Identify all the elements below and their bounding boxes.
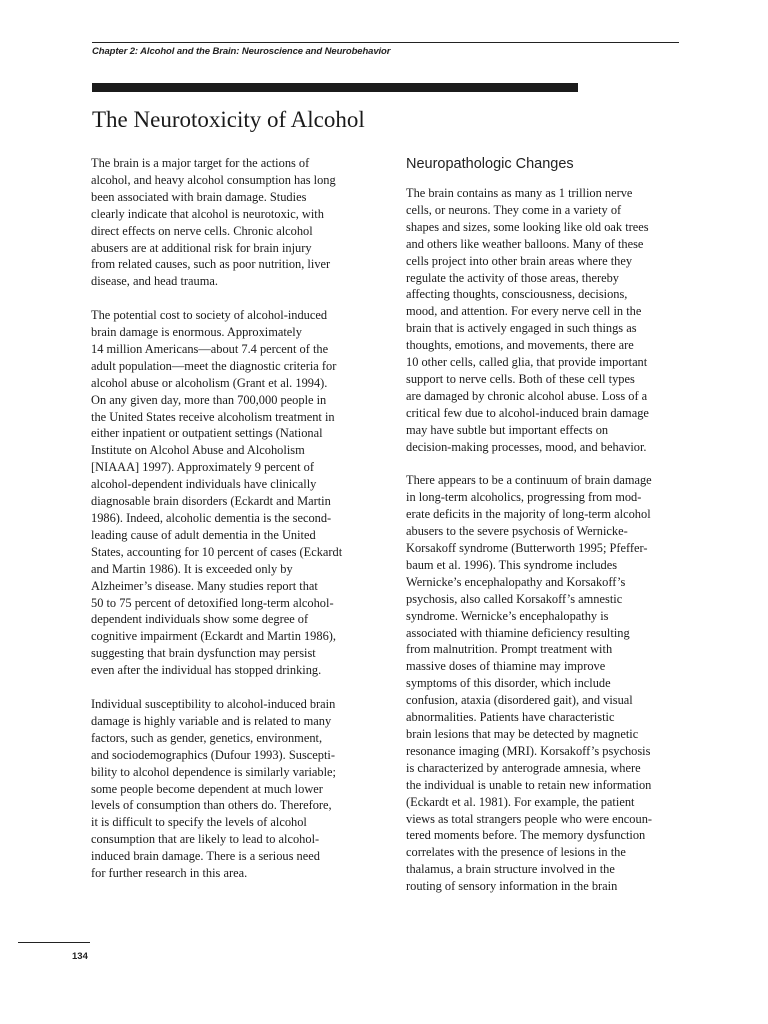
footer-rule — [18, 942, 90, 943]
left-column — [91, 155, 383, 899]
header-rule — [92, 42, 679, 43]
body-paragraph: There appears to be a continuum of brain damage in long-term alcoholics, progressing from mod- erate deficits in the majority of long-term alcohol abusers to the severe psychosis of Wernicke- Korsakoff syndrome (Butterworth 1995; Pfeffer- baum et al. 1996). This syndrome includes Wernicke’s encephalopathy and Korsakoff’s psychosis, also called Korsakoff’s amnestic syndrome. Wernicke’s encephalopathy is associated with thiamine deficiency resulting from malnutrition. Prompt treatment with massive doses of thiamine may improve symptoms of this disorder, which include confusion, ataxia (disordered gait), and visual abnormalities. Patients have characteristic brain lesions that may be detected by magnetic resonance imaging (MRI). Korsakoff’s psychosis is characterized by anterograde amnesia, where the individual is unable to retain new information (Eckardt et al. 1981). For example, the patient views as total strangers people who were encoun- tered moments before. The memory dysfunction correlates with the presence of lesions in the thalamus, a brain structure involved in the routing of sensory information in the brain — [406, 473, 653, 894]
title-bar — [92, 83, 578, 92]
section-heading: Neuropathologic Changes — [406, 156, 574, 172]
body-paragraph: The potential cost to society of alcohol-induced brain damage is enormous. Approximately 14 million Americans—about 7.4 percent of the adult population—meet the diagnostic criteria for alcohol abuse or alcoholism (Grant et al. 1994). On any given day, more than 700,000 people in the United States receive alcoholism treatment in either inpatient or outpatient settings (National Institute on Alcohol Abuse and Alcoholism [NIAAA] 1997). Approximately 9 percent of alcohol-dependent individuals have clinically diagnosable brain disorders (Eckardt and Martin 1986). Indeed, alcoholic dementia is the second- leading cause of adult dementia in the United States, accounting for 10 percent of cases (Eckardt and Martin 1986). It is exceeded only by Alzheimer’s disease. Many studies report that 50 to 75 percent of detoxified long-term alcohol- dependent individuals show some degree of cognitive impairment (Eckardt and Martin 1986), suggesting that brain dysfunction may persist even after the individual has stopped drinking. — [91, 308, 343, 678]
body-paragraph: Individual susceptibility to alcohol-induced brain damage is highly variable and is related to many factors, such as gender, genetics, environment, and sociodemographics (Dufour 1993). Suscepti- bility to alcohol dependence is similarly variable; some people become dependent at much lower levels of consumption than others do. Therefore, it is difficult to specify the levels of alcohol consumption that are likely to lead to alcohol- induced brain damage. There is a serious need for further research in this area. — [91, 696, 336, 881]
page-title: The Neurotoxicity of Alcohol — [92, 107, 365, 132]
right-column — [406, 155, 698, 912]
page-number: 134 — [72, 951, 88, 962]
body-paragraph: The brain contains as many as 1 trillion nerve cells, or neurons. They come in a variety of shapes and sizes, some looking like old oak trees and others like weather balloons. Many of these cells project into other brain areas where they regulate the activity of those areas, thereby affecting thoughts, consciousness, decisions, mood, and attention. For every nerve cell in the brain that is actively engaged in such things as thoughts, emotions, and movements, there are 10 other cells, called glia, that provide important support to nerve cells. Both of these cell types are damaged by chronic alcohol abuse. Loss of a critical few due to alcohol-induced brain damage may have subtle but important effects on decision-making processes, mood, and behavior. — [406, 186, 649, 454]
running-head: Chapter 2: Alcohol and the Brain: Neuroscience and Neurobehavior — [92, 46, 391, 57]
body-paragraph: The brain is a major target for the actions of alcohol, and heavy alcohol consumption has long been associated with brain damage. Studies clearly indicate that alcohol is neurotoxic, with direct effects on nerve cells. Chronic alcohol abusers are at additional risk for brain injury from related causes, such as poor nutrition, liver disease, and head trauma. — [91, 156, 336, 289]
